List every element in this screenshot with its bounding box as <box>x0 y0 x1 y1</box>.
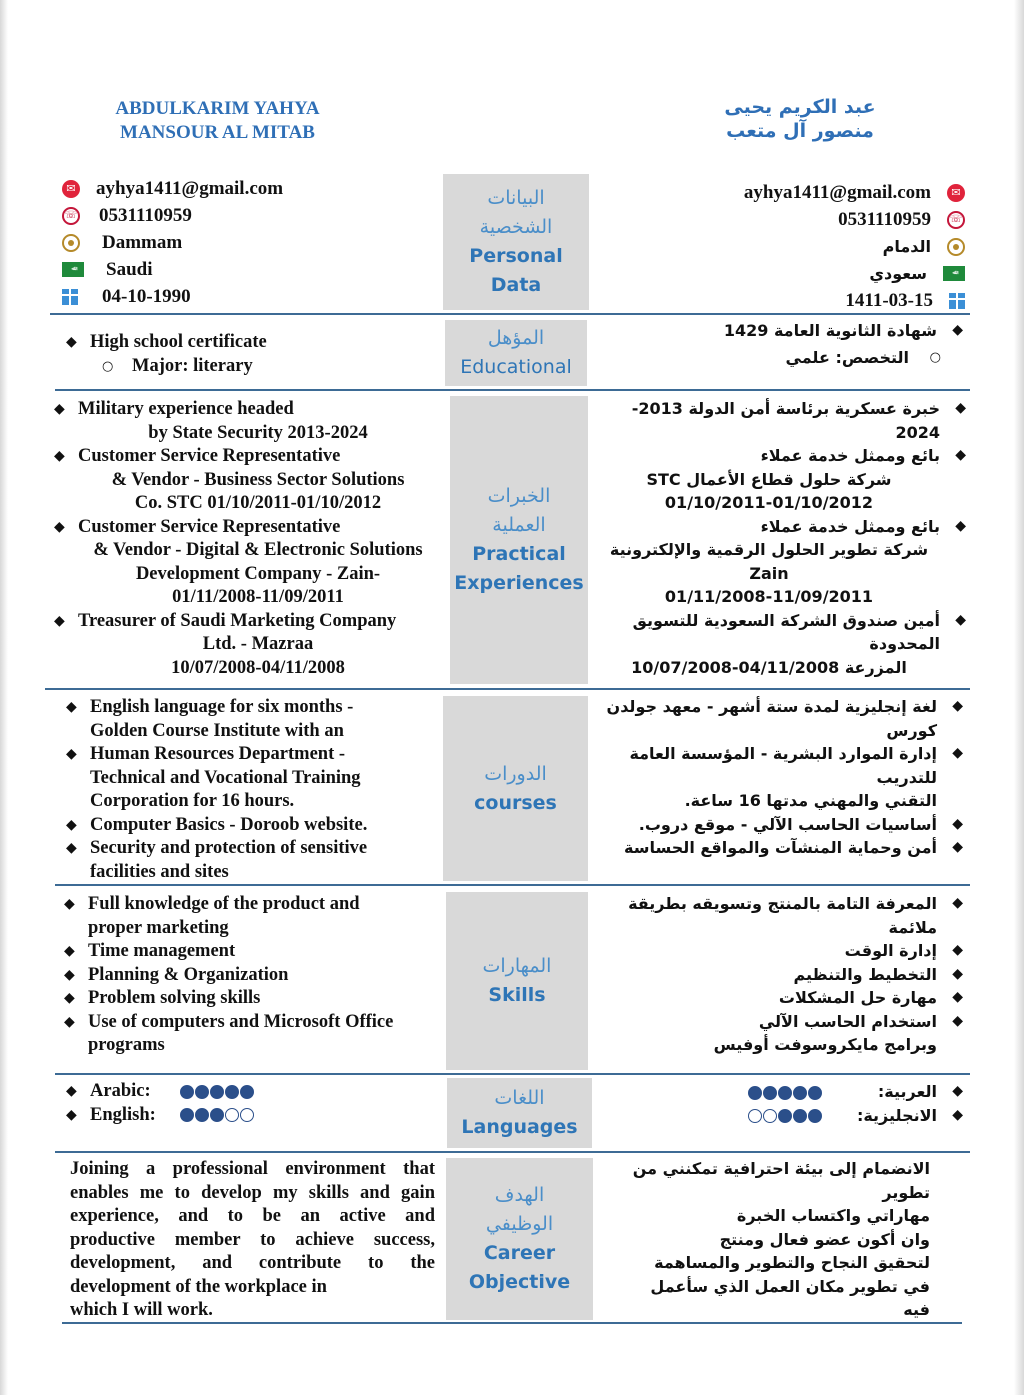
skill-en-line: ◆ Full knowledge of the product and <box>88 894 360 914</box>
experience-en-line: Development Company - Zain- <box>135 563 381 584</box>
skill-ar-line: ◆ التخطيط والتنظيم <box>793 964 937 984</box>
rating-dot-icon <box>808 1109 822 1123</box>
divider <box>55 1151 970 1153</box>
experience-en-line: ◆ Treasurer of Saudi Marketing Company <box>78 610 397 631</box>
section-skills-ar: المهارات <box>482 955 552 977</box>
skill-ar-item <box>598 986 965 1010</box>
language-ar-label: العربية: <box>877 1082 937 1101</box>
objective-english <box>70 1158 435 1323</box>
experience-en-item <box>50 516 438 610</box>
rating-dot-icon <box>748 1109 762 1123</box>
section-personal-data-ar: البيانات الشخصية <box>479 187 553 238</box>
rating-dot-icon <box>225 1108 239 1122</box>
experience-ar-line: ◆ بائع وممثل خدمة عملاء <box>760 446 940 465</box>
objective-ar-line: مهاراتي واكتساب الخبرة <box>736 1206 930 1225</box>
skill-en-line: ◆ Planning & Organization <box>88 964 289 985</box>
skill-ar-line: وبرامج مايكروسوفت أوفيس <box>713 1035 937 1054</box>
education-english <box>62 331 432 378</box>
course-ar-item <box>598 836 965 860</box>
skill-ar-item <box>598 1010 965 1057</box>
name-english: ABDULKARIM YAHYA MANSOUR AL MITAB <box>115 98 320 143</box>
skill-en-line: ◆ Time management <box>88 941 236 961</box>
language-en-label: Arabic: <box>90 1081 151 1101</box>
experience-en-line: 10/07/2008-04/11/2008 <box>171 657 345 678</box>
section-experience <box>450 396 588 684</box>
experience-ar-line: ◆ بائع وممثل خدمة عملاء <box>760 516 940 536</box>
course-en-line: ◆ Human Resources Department - <box>90 744 346 764</box>
section-languages-ar: اللغات <box>494 1087 545 1109</box>
experience-en-line: Ltd. - Mazraa <box>202 634 314 654</box>
skill-ar-line: ◆ المعرفة التامة بالمنتج وتسويقه بطريقة ملائمة <box>628 894 937 937</box>
rating-dot-icon <box>180 1085 194 1099</box>
rating-dot-icon <box>180 1108 194 1122</box>
experience-english <box>50 398 438 680</box>
location-pin-icon <box>947 238 965 256</box>
section-languages <box>447 1078 592 1148</box>
section-education-ar: المؤهل <box>487 327 545 349</box>
objective-ar-line: الانضمام إلى بيئة احترافية تمكنني من تطوير <box>632 1159 930 1202</box>
experience-ar-item <box>598 609 968 680</box>
mail-icon: ✉ <box>62 180 80 198</box>
skill-en-line: proper marketing <box>88 917 229 938</box>
section-objective-ar: الهدف الوظيفي <box>485 1184 554 1235</box>
course-en-line: Corporation for 16 hours. <box>90 791 295 811</box>
nationality-en: Saudi <box>106 259 153 280</box>
course-en-line: ◆ Computer Basics - Doroob website. <box>90 814 368 835</box>
course-en-item <box>62 743 438 814</box>
course-en-item <box>62 837 438 884</box>
gift-icon <box>62 289 78 305</box>
rating-dot-icon <box>210 1108 224 1122</box>
languages-english <box>62 1080 432 1127</box>
experience-en-line: ◆ Customer Service Representative <box>78 446 341 466</box>
experience-en-line: & Vendor - Business Sector Solutions <box>111 469 405 490</box>
experience-ar-line: شركة حلول قطاع الأعمال STC <box>646 469 892 489</box>
saudi-flag-icon: ﷲ <box>62 262 84 277</box>
objective-ar-line: وان أكون عضو فعال ومنتج <box>719 1229 930 1249</box>
experience-ar-item <box>598 444 968 515</box>
skill-en-item <box>60 893 438 940</box>
experience-en-line: & Vendor - Digital & Electronic Solutions <box>93 540 423 560</box>
course-ar-line: ◆ أساسيات الحاسب الآلي - موقع دروب. <box>638 814 937 834</box>
experience-en-item <box>50 610 438 681</box>
skill-ar-item <box>598 939 965 963</box>
birth-en: 04-10-1990 <box>102 286 191 307</box>
course-ar-line: ◆ لغة إنجليزية لمدة ستة أشهر - معهد جولدن كورس <box>606 697 937 740</box>
rating-dot-icon <box>748 1086 762 1100</box>
course-ar-line: ◆ إدارة الموارد البشرية - المؤسسة العامة للتدريب <box>629 744 937 787</box>
divider <box>62 1322 962 1324</box>
language-ar-rating <box>748 1086 822 1100</box>
course-en-line: ◆ English language for six months - <box>90 697 354 717</box>
course-ar-item <box>598 813 965 837</box>
rating-dot-icon <box>808 1086 822 1100</box>
education-sub-ar: ○ التخصص: علمي <box>620 346 965 370</box>
experience-ar-item <box>598 515 968 609</box>
course-en-item <box>62 696 438 743</box>
course-en-line: Technical and Vocational Training <box>90 767 361 788</box>
languages-arabic <box>700 1080 965 1127</box>
phone-en: 0531110959 <box>99 205 192 226</box>
skill-ar-line: ◆ مهارة حل المشكلات <box>778 988 937 1007</box>
section-skills <box>446 892 588 1070</box>
experience-en-line: 01/11/2008-11/09/2011 <box>172 587 344 607</box>
section-personal-data <box>443 174 589 310</box>
course-ar-line: ◆ أمن وحماية المنشآت والمواقع الحساسة <box>624 838 937 857</box>
objective-ar-line: في تطوير مكان العمل الذي سأعمل فيه <box>650 1276 930 1319</box>
experience-en-line: Co. STC 01/10/2011-01/10/2012 <box>134 493 382 513</box>
rating-dot-icon <box>240 1108 254 1122</box>
rating-dot-icon <box>240 1085 254 1099</box>
skill-en-line: programs <box>88 1035 165 1055</box>
rating-dot-icon <box>778 1109 792 1123</box>
section-skills-en: Skills <box>488 984 546 1006</box>
page-shadow-left <box>0 0 8 1395</box>
language-en-rating <box>180 1085 254 1099</box>
rating-dot-icon <box>793 1109 807 1123</box>
name-arabic <box>700 95 900 143</box>
language-ar-row <box>700 1104 965 1128</box>
course-ar-item <box>598 742 965 813</box>
skill-en-item <box>60 987 438 1011</box>
skills-arabic <box>598 892 965 1057</box>
divider <box>55 884 970 886</box>
language-en-row <box>62 1080 432 1104</box>
experience-en-line: ◆ Customer Service Representative <box>78 516 341 537</box>
course-en-item <box>62 814 438 838</box>
experience-ar-item <box>598 397 968 444</box>
section-experience-ar: الخبرات العملية <box>487 485 551 536</box>
course-ar-line: التقني والمهني مدتها 16 ساعة. <box>684 791 937 810</box>
courses-english <box>62 696 438 884</box>
email-ar: ayhya1411@gmail.com <box>743 182 931 203</box>
skill-ar-line: ◆ إدارة الوقت <box>844 941 937 960</box>
rating-dot-icon <box>763 1109 777 1123</box>
divider <box>55 1073 970 1075</box>
rating-dot-icon <box>778 1086 792 1100</box>
divider <box>45 688 970 690</box>
course-en-line: Golden Course Institute with an <box>90 720 344 741</box>
section-objective <box>446 1158 593 1320</box>
experience-ar-line: شركة تطوير الحلول الرقمية والإلكترونية Zain <box>609 540 929 583</box>
rating-dot-icon <box>793 1086 807 1100</box>
divider <box>55 389 970 391</box>
mail-icon: ✉ <box>947 184 965 202</box>
courses-arabic <box>598 695 965 860</box>
name-arabic-line1: عبد الكريم يحيى <box>724 96 876 118</box>
experience-en-item <box>50 398 438 445</box>
skill-ar-line: ◆ استخدام الحاسب الآلي <box>758 1011 937 1031</box>
experience-ar-line: 01/10/2011-01/10/2012 <box>664 493 874 512</box>
language-ar-label: الانجليزية: <box>856 1105 937 1125</box>
rating-dot-icon <box>195 1108 209 1122</box>
education-arabic <box>620 319 965 369</box>
city-en: Dammam <box>102 232 183 253</box>
skill-en-line: ◆ Use of computers and Microsoft Office <box>88 1011 394 1032</box>
education-item-ar: ◆ شهادة الثانوية العامة 1429 <box>620 319 965 343</box>
objective-en-text: Joining a professional environment that enables me to develop my skills and gain experience, and to be an active and productive member to achieve success, development, and contribute to the development of the workplace in <box>70 1159 435 1297</box>
saudi-flag-icon: ﷲ <box>943 266 965 281</box>
experience-ar-line: 01/11/2008-11/09/2011 <box>664 587 874 606</box>
experience-ar-line: ◆ أمين صندوق الشركة السعودية للتسويق المحدودة <box>632 610 940 653</box>
rating-dot-icon <box>225 1085 239 1099</box>
section-courses <box>443 696 588 881</box>
course-ar-item <box>598 695 965 742</box>
objective-arabic <box>620 1157 930 1322</box>
language-en-rating <box>180 1108 254 1122</box>
skill-en-line: ◆ Problem solving skills <box>88 988 261 1008</box>
section-courses-ar: الدورات <box>484 762 547 785</box>
section-education <box>445 320 587 386</box>
rating-dot-icon <box>210 1085 224 1099</box>
course-en-line: facilities and sites <box>90 861 229 882</box>
section-education-en: Educational <box>460 356 572 378</box>
rating-dot-icon <box>763 1086 777 1100</box>
city-ar: الدمام <box>882 237 931 256</box>
experience-ar-line: ◆ خبرة عسكرية برئاسة أمن الدولة 2013-2024 <box>631 399 940 442</box>
personal-data-english <box>62 175 392 310</box>
section-objective-en: Career Objective <box>468 1242 571 1293</box>
location-pin-icon <box>62 234 80 252</box>
section-personal-data-en: Personal Data <box>469 245 563 296</box>
experience-ar-line: المزرعة 04/11/2008-10/07/2008 <box>631 657 907 677</box>
section-languages-en: Languages <box>461 1116 578 1138</box>
personal-data-arabic <box>640 179 965 314</box>
language-ar-rating <box>748 1109 822 1123</box>
email-en: ayhya1411@gmail.com <box>96 178 284 199</box>
language-ar-row <box>700 1080 965 1104</box>
skill-en-item <box>60 940 438 964</box>
objective-ar-line: لتحقيق النجاح والتطوير والمساهمة <box>654 1253 930 1272</box>
birth-ar: 1411-03-15 <box>845 290 933 311</box>
experience-arabic <box>598 397 968 679</box>
phone-icon: ☏ <box>947 211 965 229</box>
objective-en-last: which I will work. <box>70 1300 213 1320</box>
name-arabic-line2: منصور آل متعب <box>726 120 874 142</box>
experience-en-item <box>50 445 438 516</box>
section-experience-en: Practical Experiences <box>454 543 584 594</box>
page-shadow-right <box>1014 0 1024 1395</box>
phone-ar: 0531110959 <box>838 209 931 230</box>
nationality-ar: سعودي <box>869 264 927 283</box>
skill-ar-item <box>598 892 965 939</box>
section-courses-en: courses <box>474 791 557 814</box>
gift-icon <box>949 293 965 309</box>
skills-english <box>60 893 438 1058</box>
skill-ar-item <box>598 963 965 987</box>
experience-en-line: by State Security 2013-2024 <box>148 422 368 443</box>
phone-icon: ☏ <box>62 207 80 225</box>
education-item-en: ◆ High school certificate <box>62 331 432 355</box>
language-en-label: English: <box>90 1104 156 1125</box>
language-en-row <box>62 1104 432 1128</box>
skill-en-item <box>60 964 438 988</box>
divider <box>50 313 970 315</box>
rating-dot-icon <box>195 1085 209 1099</box>
education-sub-en: ○ Major: literary <box>62 355 432 379</box>
skill-en-item <box>60 1011 438 1058</box>
course-en-line: ◆ Security and protection of sensitive <box>90 838 368 858</box>
experience-en-line: ◆ Military experience headed <box>78 399 294 419</box>
